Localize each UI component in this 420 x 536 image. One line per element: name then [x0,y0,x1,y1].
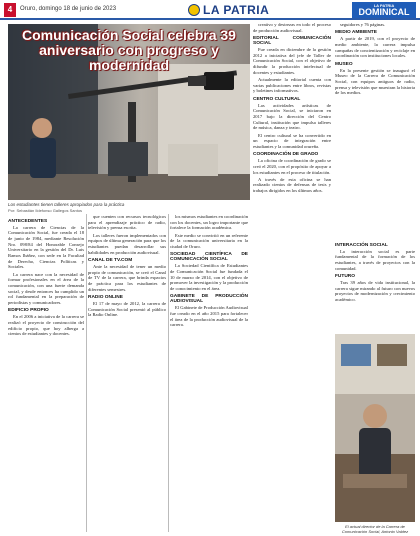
paragraph: seguidores y 76 páginas. [340,22,386,27]
page-header [0,0,420,20]
paragraph: La interacción social es parte fundamental de la formación de los estudiantes, a través de proyectos con la comunidad. [335,248,415,271]
section-heading: MEDIO AMBIENTE [335,30,377,36]
article-column-4 [253,22,331,532]
column-rule [86,214,87,532]
paragraph: La oficina de coordinación de grado se creó el 2020, con el propósito de apoyar a los estudiantes en el proceso de titulación. [253,158,331,175]
section-banner-top: LA PATRIA [373,3,395,8]
section-heading: COORDINACIÓN DE GRADO [253,152,319,158]
page-number: 4 [4,3,16,17]
newspaper-name: LA PATRIA [203,3,270,17]
section-banner [352,2,416,18]
section-heading: ANTECEDENTES [8,218,48,224]
photo-credit: Por: Sebastián Ildefonso Gallegos Santos [8,208,83,213]
paragraph: Este medio se convirtió en un referente de la comunicación universitaria en la ciudad de Oruro. [170,232,248,250]
section-heading: RADIO ONLINE [88,294,123,300]
section-heading: GABINETE DE PRODUCCIÓN AUDIOVISUAL [170,294,248,305]
section-heading: SOCIEDAD CIENTÍFICA DE COMUNICACIÓN SOCIAL [170,252,248,263]
director-photo [335,334,415,522]
paragraph: que cuenten con recursos tecnológicos para el aprendizaje práctico de radio, televisión y prensa escrita. [88,214,166,231]
section-banner-name: DOMINICAL [358,7,410,17]
paragraph: Los talleres fueron implementados con equipos de última generación para que los estudiantes puedan desarrollar sus habilidades en producción audiovisual. [88,232,166,255]
paragraph: La carrera nace con la necesidad de formar profesionales en el área de la comunicación, con una fuerte demanda social, y desde entonces ha cumplido un rol fundamental en la preparación de periodistas y comunicadores. [8,271,84,306]
paragraph: Actualmente la editorial cuenta con varias publicaciones entre libros, revistas y boletines informativos. [253,76,331,94]
column-rule [168,214,169,532]
section-heading: INTERACCIÓN SOCIAL [335,242,388,248]
paragraph: Fue creada en diciembre de la gestión 2012 a iniciativa del jefe de Taller de Comunicación Social, con el objetivo de difundir la producción intelectual de docentes y estudiantes. [253,46,331,75]
section-heading: FUTURO [335,273,355,279]
director-photo-illustration [335,334,415,522]
location-date: Oruro, domingo 18 de junio de 2023 [20,6,117,12]
article-column-2 [88,214,166,532]
paragraph: El centro cultural se ha convertido en un espacio de integración entre estudiantes y la comunidad orureña. [253,132,331,149]
paragraph: Las actividades artísticas de Comunicación Social, se iniciaron en 2017 bajo la dirección del Centro Cultural, institución que impulsa talleres de música, danza y teatro. [253,102,331,131]
paragraph: Tras 39 años de vida institucional, la carrera sigue mirando al futuro con nuevos proyectos de modernización y crecimiento académico. [335,279,415,302]
section-heading: CENTRO CULTURAL [253,96,301,102]
paragraph: El Gabinete de Producción Audiovisual fue creado en el año 2015 para fortalecer el área de la producción audiovisual de la carrera. [170,305,248,328]
article-column-1 [8,216,84,532]
article-column-5-lower [335,240,415,330]
paragraph: A través de esta oficina se han realizado cientos de defensas de tesis y trabajos dirigidos en los últimos años. [253,176,331,194]
paragraph: El 17 de mayo de 2012, la carrera de Comunicación Social presentó al público la Radio Online. [88,300,166,318]
main-headline: Comunicación Social celebra 39 aniversario con progreso y modernidad [22,27,236,73]
director-photo-caption: El actual director de la Carrera de Comunicación Social, Antonio Valdez [341,524,409,534]
article-column-3 [170,214,248,532]
section-heading: EDITORIAL COMUNICACIÓN SOCIAL [253,35,331,46]
paragraph: creativo y destrezas en todo el proceso de producción audiovisual. [253,22,331,33]
paragraph: En el 2006 a iniciativa de la carrera se realizó el proyecto de construcción del edificio propio, que hoy alberga a cientos de estudiantes y docentes. [8,314,84,337]
section-heading: MUSEO [335,61,353,67]
section-heading: EDIFICIO PROPIO [8,308,49,314]
paragraph: los mismos estudiantes en coordinación con los docentes, un logro importante que fortalece la formación académica. [170,214,248,231]
article-column-5 [335,22,415,232]
section-heading: CANAL DE TV.COM [88,257,133,263]
paragraph: En la presente gestión se inauguró el Museo de la Carrera de Comunicación Social, con equipos antiguos de radio, prensa y televisión que muestran la historia de los medios. [335,67,415,96]
paragraph: La Sociedad Científica de Estudiantes de Comunicación Social fue fundada el 10 de marzo de 2014, con el objetivo de promover la investigación y la producción de conocimiento en el área. [170,263,248,292]
paragraph: Ante la necesidad de tener un medio propio de comunicación, se creó el Canal de TV de la carrera, que brinda espacios de práctica para los estudiantes de diferentes semestres. [88,263,166,292]
logo-emblem-icon [188,4,200,16]
paragraph: A partir de 2019, con el proyecto de medio ambiente, la carrera impulsa campañas de concientización y reciclaje en coordinación con instituciones locales. [335,36,415,59]
photo-caption: Los estudiantes tienen talleres apropiados para la práctica [8,202,125,207]
paragraph: La carrera de Ciencias de la Comunicación Social, fue creada el 18 de junio de 1984, mediante Resolución Nro. 098/84 del Honorable Consejo Universitario en la gestión del Dr. Luis Ramos Ibáñez, con sede en la Facultad de Derecho, Ciencias Políticas y Sociales. [8,224,84,270]
newspaper-logo [188,3,269,17]
